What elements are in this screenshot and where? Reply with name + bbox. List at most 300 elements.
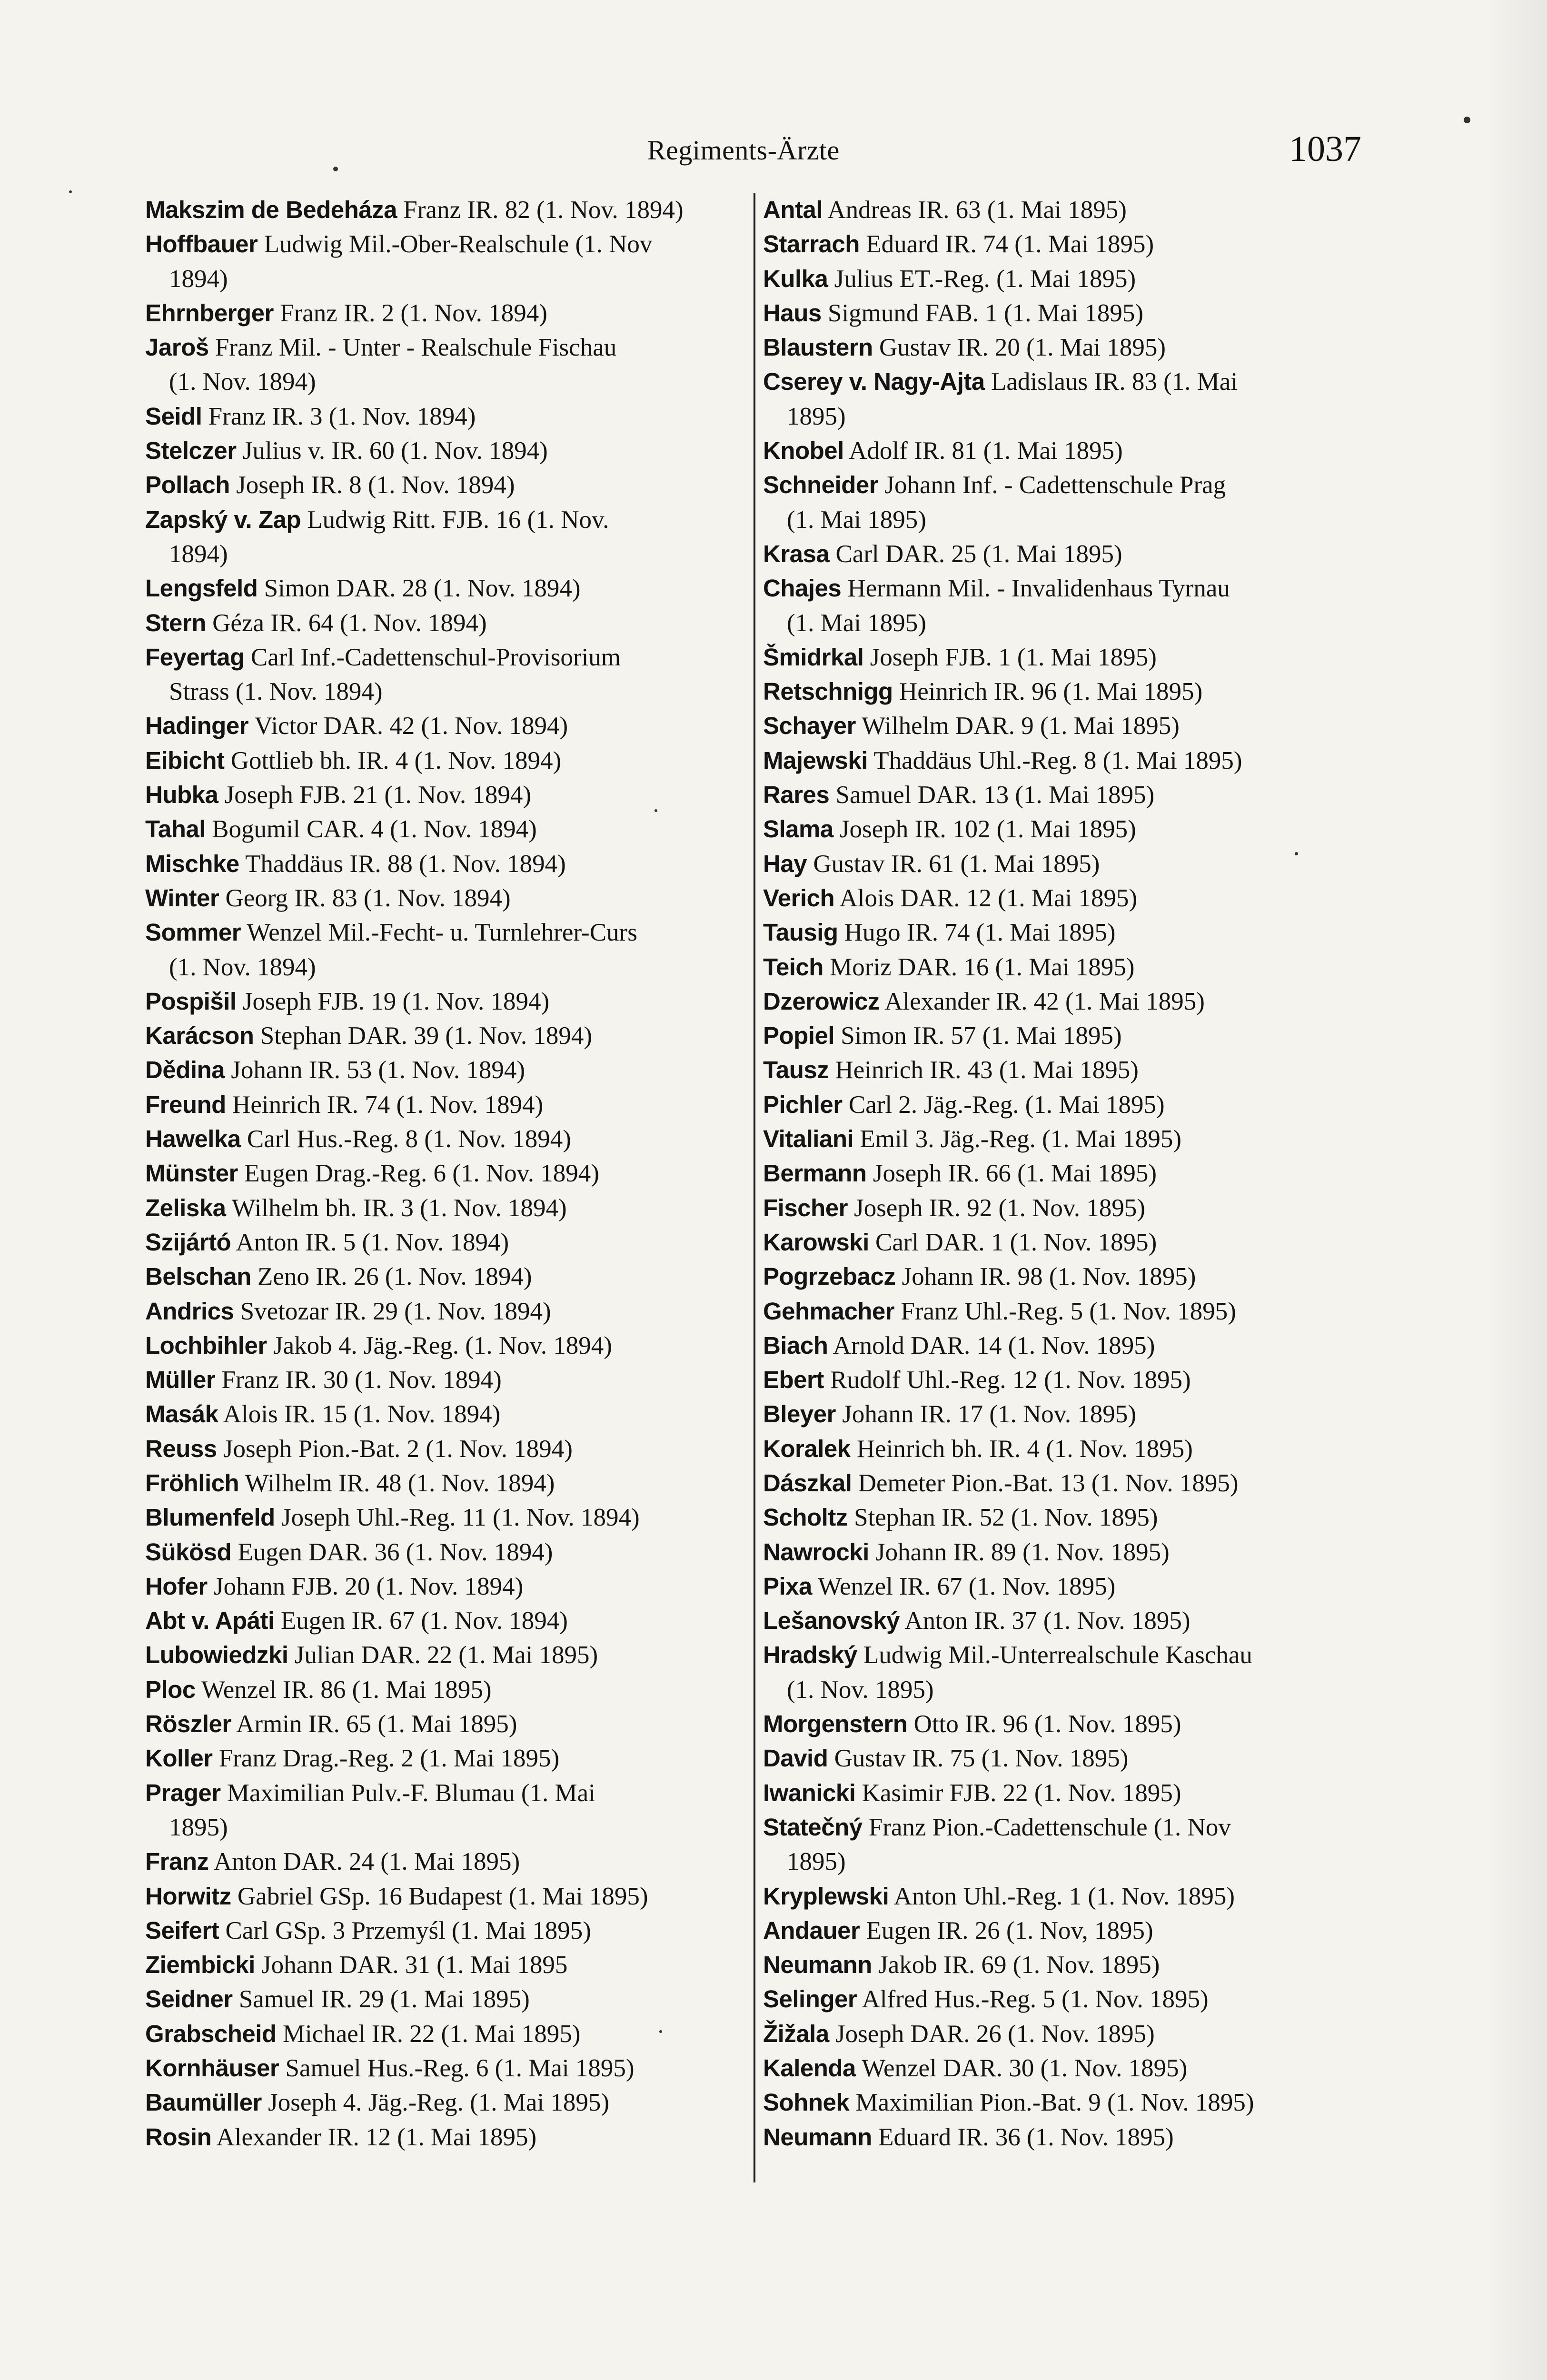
- directory-entry: [763, 2085, 1367, 2120]
- directory-entry: [145, 330, 743, 399]
- entry-continuation: (1. Mai 1895): [787, 506, 926, 534]
- scan-speck: [333, 167, 338, 171]
- directory-entry: [145, 2051, 743, 2085]
- entry-surname: Antal: [763, 196, 823, 223]
- entry-surname: Horwitz: [145, 1882, 231, 1910]
- directory-entry: [763, 1914, 1367, 1948]
- entry-surname: Sükösd: [145, 1538, 232, 1566]
- directory-entry: [763, 709, 1367, 743]
- entry-surname: Blumenfeld: [145, 1504, 275, 1531]
- entry-surname: Fröhlich: [145, 1469, 239, 1497]
- directory-entry: [145, 503, 743, 572]
- entry-surname: Krasa: [763, 540, 830, 567]
- entry-details: Bogumil CAR. 4 (1. Nov. 1894): [212, 815, 537, 843]
- entry-surname: Röszler: [145, 1710, 231, 1738]
- entry-surname: Freund: [145, 1091, 226, 1118]
- entry-surname: Rosin: [145, 2123, 212, 2151]
- entry-details: Joseph IR. 8 (1. Nov. 1894): [236, 471, 515, 499]
- entry-details: Carl DAR. 1 (1. Nov. 1895): [875, 1228, 1157, 1256]
- entry-surname: Seidner: [145, 1985, 233, 2013]
- entry-details: Franz Uhl.-Reg. 5 (1. Nov. 1895): [901, 1297, 1236, 1325]
- directory-entry: [145, 1259, 743, 1294]
- entry-surname: Dzerowicz: [763, 987, 880, 1015]
- entry-details: Kasimir FJB. 22 (1. Nov. 1895): [862, 1779, 1181, 1807]
- entry-details: Joseph FJB. 19 (1. Nov. 1894): [242, 987, 550, 1015]
- directory-entry: [145, 2120, 743, 2154]
- directory-entry: [145, 1707, 743, 1741]
- entry-surname: Jaroš: [145, 334, 209, 361]
- right-column: [763, 193, 1367, 2154]
- entry-surname: Tausz: [763, 1056, 829, 1084]
- directory-entry: [763, 434, 1367, 468]
- entry-surname: Pospišil: [145, 987, 237, 1015]
- entry-surname: Koralek: [763, 1435, 851, 1462]
- page-number: 1037: [1289, 129, 1361, 169]
- directory-entry: [763, 984, 1367, 1019]
- entry-surname: Kalenda: [763, 2054, 856, 2082]
- entry-details: Anton IR. 5 (1. Nov. 1894): [236, 1228, 509, 1256]
- directory-entry: [763, 193, 1367, 227]
- entry-details: Carl DAR. 25 (1. Mai 1895): [835, 540, 1122, 568]
- entry-details: Anton IR. 37 (1. Nov. 1895): [904, 1607, 1190, 1635]
- entry-details: Gustav IR. 20 (1. Mai 1895): [879, 334, 1166, 362]
- entry-details: Joseph DAR. 26 (1. Nov. 1895): [835, 2020, 1155, 2048]
- directory-entry: [763, 1397, 1367, 1431]
- entry-surname: Hoffbauer: [145, 230, 258, 258]
- entry-details: Gustav IR. 61 (1. Mai 1895): [813, 850, 1100, 878]
- entry-surname: Stelczer: [145, 437, 237, 465]
- entry-surname: Hofer: [145, 1572, 208, 1600]
- entry-details: Johann IR. 89 (1. Nov. 1895): [875, 1538, 1170, 1566]
- directory-entry: [763, 1191, 1367, 1225]
- entry-surname: Majewski: [763, 746, 868, 774]
- entry-details: Stephan DAR. 39 (1. Nov. 1894): [260, 1022, 592, 1050]
- directory-entry: [145, 1122, 743, 1156]
- entry-details: Franz IR. 2 (1. Nov. 1894): [280, 299, 547, 327]
- entry-surname: Pollach: [145, 471, 230, 499]
- entry-details: Wenzel Mil.-Fecht- u. Turnlehrer-Curs: [247, 919, 637, 947]
- entry-surname: Karácson: [145, 1022, 254, 1050]
- directory-entry: [763, 1776, 1367, 1810]
- entry-surname: Müller: [145, 1366, 216, 1394]
- directory-entry: [145, 984, 743, 1019]
- entry-details: Ludwig Mil.-Unterrealschule Kaschau: [863, 1641, 1252, 1669]
- entry-details: Demeter Pion.-Bat. 13 (1. Nov. 1895): [858, 1469, 1239, 1497]
- directory-entry: [763, 571, 1367, 640]
- entry-details: Samuel Hus.-Reg. 6 (1. Mai 1895): [285, 2054, 635, 2082]
- directory-entry: [145, 606, 743, 640]
- entry-continuation: (1. Nov. 1895): [787, 1676, 934, 1704]
- page-header-title: Regiments-Ärzte: [647, 135, 840, 166]
- entry-details: Victor DAR. 42 (1. Nov. 1894): [254, 712, 568, 740]
- entry-surname: Eibicht: [145, 746, 225, 774]
- entry-surname: Iwanicki: [763, 1779, 856, 1806]
- entry-surname: Pixa: [763, 1572, 812, 1600]
- entry-surname: Zeliska: [145, 1194, 226, 1221]
- entry-details: Alexander IR. 42 (1. Mai 1895): [884, 987, 1205, 1015]
- entry-details: Wilhelm IR. 48 (1. Nov. 1894): [245, 1469, 555, 1497]
- scan-speck: [1295, 852, 1298, 855]
- entry-continuation: (1. Nov. 1894): [169, 953, 316, 981]
- entry-details: Maximilian Pion.-Bat. 9 (1. Nov. 1895): [855, 2089, 1254, 2117]
- entry-surname: Lubowiedzki: [145, 1641, 288, 1669]
- directory-entry: [763, 1259, 1367, 1294]
- entry-details: Franz Mil. - Unter - Realschule Fischau: [215, 334, 617, 362]
- entry-details: Moriz DAR. 16 (1. Mai 1895): [830, 953, 1135, 981]
- entry-surname: Schneider: [763, 471, 879, 499]
- directory-entry: [763, 950, 1367, 984]
- entry-details: Alfred Hus.-Reg. 5 (1. Nov. 1895): [862, 1985, 1209, 2013]
- directory-entry: [145, 1466, 743, 1500]
- entry-surname: Sohnek: [763, 2089, 850, 2116]
- directory-entry: [763, 1122, 1367, 1156]
- entry-surname: Ehrnberger: [145, 299, 274, 327]
- entry-surname: Makszim de Bedeháza: [145, 196, 397, 223]
- entry-details: Heinrich bh. IR. 4 (1. Nov. 1895): [856, 1435, 1193, 1463]
- entry-surname: Biach: [763, 1331, 828, 1359]
- directory-entry: [763, 1810, 1367, 1879]
- entry-details: Maximilian Pulv.-F. Blumau (1. Mai: [227, 1779, 595, 1807]
- entry-surname: Selinger: [763, 1985, 857, 2013]
- entry-details: Carl Hus.-Reg. 8 (1. Nov. 1894): [247, 1125, 571, 1153]
- directory-entry: [763, 296, 1367, 330]
- directory-entry: [145, 2085, 743, 2120]
- directory-entry: [145, 881, 743, 915]
- scan-speck: [659, 2030, 662, 2033]
- directory-entry: [145, 915, 743, 984]
- column-divider: [754, 193, 755, 2182]
- entry-details: Joseph Pion.-Bat. 2 (1. Nov. 1894): [223, 1435, 573, 1463]
- entry-details: Wenzel DAR. 30 (1. Nov. 1895): [862, 2054, 1188, 2082]
- directory-entry: [145, 227, 743, 296]
- directory-entry: [145, 1053, 743, 1087]
- entry-surname: Dědina: [145, 1056, 225, 1084]
- directory-entry: [763, 1741, 1367, 1775]
- entry-details: Thaddäus Uhl.-Reg. 8 (1. Mai 1895): [873, 746, 1242, 774]
- entry-details: Wenzel IR. 86 (1. Mai 1895): [201, 1676, 492, 1704]
- entry-details: Wilhelm bh. IR. 3 (1. Nov. 1894): [231, 1194, 567, 1222]
- entry-surname: Rares: [763, 781, 830, 809]
- entry-surname: Nawrocki: [763, 1538, 869, 1566]
- entry-surname: Pichler: [763, 1091, 843, 1118]
- directory-entry: [145, 1500, 743, 1535]
- entry-surname: Statečný: [763, 1813, 863, 1841]
- directory-entry: [763, 1019, 1367, 1053]
- directory-entry: [145, 193, 743, 227]
- entry-surname: Kornhäuser: [145, 2054, 279, 2082]
- entry-details: Julius v. IR. 60 (1. Nov. 1894): [242, 437, 548, 465]
- entry-details: Gottlieb bh. IR. 4 (1. Nov. 1894): [230, 746, 562, 774]
- entry-surname: Haus: [763, 299, 822, 327]
- entry-details: Julius ET.-Reg. (1. Mai 1895): [834, 265, 1136, 293]
- directory-entry: [763, 1500, 1367, 1535]
- entry-surname: Teich: [763, 953, 823, 981]
- entry-surname: Hubka: [145, 781, 218, 809]
- entry-surname: Cserey v. Nagy-Ajta: [763, 368, 985, 396]
- scan-edge-shading: [1485, 0, 1547, 2380]
- entry-surname: Šmidrkal: [763, 643, 864, 671]
- entry-details: Anton DAR. 24 (1. Mai 1895): [213, 1848, 520, 1876]
- entry-details: Joseph IR. 66 (1. Mai 1895): [873, 1160, 1157, 1188]
- entry-surname: Belschan: [145, 1263, 251, 1290]
- entry-details: Carl GSp. 3 Przemyśl (1. Mai 1895): [225, 1916, 591, 1944]
- entry-details: Johann FJB. 20 (1. Nov. 1894): [213, 1572, 524, 1600]
- entry-details: Joseph IR. 102 (1. Mai 1895): [840, 815, 1136, 843]
- directory-entry: [145, 744, 743, 778]
- entry-details: Stephan IR. 52 (1. Nov. 1895): [854, 1504, 1158, 1532]
- directory-entry: [145, 1844, 743, 1879]
- entry-surname: Hay: [763, 850, 807, 877]
- entry-details: Heinrich IR. 43 (1. Mai 1895): [835, 1056, 1139, 1084]
- directory-entry: [763, 227, 1367, 261]
- entry-details: Franz IR. 30 (1. Nov. 1894): [221, 1366, 502, 1394]
- entry-details: Svetozar IR. 29 (1. Nov. 1894): [240, 1297, 551, 1325]
- entry-continuation: (1. Mai 1895): [787, 609, 926, 637]
- entry-details: Samuel DAR. 13 (1. Mai 1895): [835, 781, 1155, 809]
- directory-entry: [145, 399, 743, 434]
- entry-details: Wilhelm DAR. 9 (1. Mai 1895): [862, 712, 1180, 740]
- entry-details: Zeno IR. 26 (1. Nov. 1894): [258, 1263, 532, 1291]
- entry-details: Alois DAR. 12 (1. Mai 1895): [839, 884, 1138, 912]
- directory-entry: [145, 1673, 743, 1707]
- entry-details: Simon DAR. 28 (1. Nov. 1894): [264, 575, 581, 603]
- directory-entry: [145, 1535, 743, 1569]
- entry-surname: Vitaliani: [763, 1125, 854, 1153]
- directory-entry: [763, 537, 1367, 571]
- directory-entry: [763, 2120, 1367, 2154]
- entry-details: Eduard IR. 36 (1. Nov. 1895): [878, 2123, 1174, 2151]
- entry-details: Carl 2. Jäg.-Reg. (1. Mai 1895): [848, 1091, 1165, 1119]
- directory-entry: [763, 1363, 1367, 1397]
- entry-details: Johann IR. 17 (1. Nov. 1895): [842, 1400, 1136, 1428]
- directory-entry: [763, 1707, 1367, 1741]
- entry-details: Gabriel GSp. 16 Budapest (1. Mai 1895): [237, 1882, 648, 1910]
- entry-continuation: (1. Nov. 1894): [169, 368, 316, 396]
- directory-entry: [763, 778, 1367, 812]
- directory-entry: [145, 1569, 743, 1604]
- entry-surname: Tausig: [763, 919, 838, 946]
- entry-surname: Stern: [145, 609, 206, 636]
- entry-details: Eugen Drag.-Reg. 6 (1. Nov. 1894): [244, 1160, 599, 1188]
- entry-details: Armin IR. 65 (1. Mai 1895): [236, 1710, 517, 1738]
- directory-entry: [145, 1914, 743, 1948]
- entry-details: Joseph FJB. 1 (1. Mai 1895): [870, 643, 1157, 671]
- directory-entry: [763, 1329, 1367, 1363]
- directory-entry: [763, 2017, 1367, 2051]
- directory-entry: [145, 709, 743, 743]
- entry-details: Samuel IR. 29 (1. Mai 1895): [238, 1985, 530, 2013]
- entry-surname: Hadinger: [145, 712, 249, 740]
- entry-surname: Lešanovský: [763, 1607, 900, 1635]
- entry-surname: Abt v. Apáti: [145, 1607, 275, 1635]
- entry-surname: Knobel: [763, 437, 844, 465]
- entry-details: Hugo IR. 74 (1. Mai 1895): [844, 919, 1116, 947]
- entry-surname: Masák: [145, 1400, 218, 1428]
- entry-continuation: 1894): [169, 265, 228, 293]
- entry-continuation: Strass (1. Nov. 1894): [169, 678, 383, 706]
- directory-entry: [145, 1088, 743, 1122]
- entry-surname: Feyertag: [145, 643, 245, 671]
- entry-details: Hermann Mil. - Invalidenhaus Tyrnau: [847, 575, 1230, 603]
- entry-surname: Bleyer: [763, 1400, 836, 1428]
- entry-surname: Scholtz: [763, 1504, 848, 1531]
- entry-surname: Szijártó: [145, 1228, 231, 1256]
- entry-continuation: 1895): [787, 1848, 846, 1876]
- directory-entry: [145, 1741, 743, 1775]
- entry-surname: Baumüller: [145, 2089, 262, 2116]
- entry-details: Jakob 4. Jäg.-Reg. (1. Nov. 1894): [273, 1331, 612, 1359]
- directory-entry: [145, 1879, 743, 1914]
- directory-entry: [763, 365, 1367, 434]
- entry-surname: Pogrzebacz: [763, 1263, 896, 1290]
- directory-entry: [763, 1982, 1367, 2016]
- directory-entry: [763, 1604, 1367, 1638]
- directory-entry: [145, 1397, 743, 1431]
- directory-entry: [145, 468, 743, 502]
- entry-details: Franz IR. 82 (1. Nov. 1894): [403, 196, 684, 224]
- entry-surname: Ploc: [145, 1676, 196, 1703]
- entry-surname: Koller: [145, 1745, 213, 1772]
- entry-surname: Verich: [763, 884, 835, 912]
- entry-surname: Mischke: [145, 850, 239, 877]
- directory-entry: [145, 571, 743, 605]
- entry-details: Joseph Uhl.-Reg. 11 (1. Nov. 1894): [281, 1504, 640, 1532]
- directory-entry: [763, 1535, 1367, 1569]
- entry-continuation: 1895): [169, 1813, 228, 1841]
- entry-details: Johann IR. 53 (1. Nov. 1894): [231, 1056, 526, 1084]
- directory-entry: [145, 1432, 743, 1466]
- entry-details: Franz IR. 3 (1. Nov. 1894): [208, 402, 476, 430]
- entry-details: Rudolf Uhl.-Reg. 12 (1. Nov. 1895): [830, 1366, 1191, 1394]
- directory-entry: [763, 881, 1367, 915]
- entry-details: Jakob IR. 69 (1. Nov. 1895): [878, 1951, 1160, 1979]
- entry-surname: Lengsfeld: [145, 575, 258, 602]
- entry-details: Wenzel IR. 67 (1. Nov. 1895): [818, 1572, 1116, 1600]
- entry-details: Gustav IR. 75 (1. Nov. 1895): [834, 1745, 1129, 1773]
- scan-speck: [69, 190, 72, 193]
- entry-surname: Schayer: [763, 712, 856, 740]
- directory-entry: [145, 1019, 743, 1053]
- directory-entry: [763, 262, 1367, 296]
- directory-entry: [145, 1191, 743, 1225]
- entry-surname: Popiel: [763, 1022, 835, 1050]
- entry-surname: Sommer: [145, 919, 241, 946]
- entry-continuation: 1894): [169, 540, 228, 568]
- directory-entry: [763, 1638, 1367, 1707]
- entry-details: Emil 3. Jäg.-Reg. (1. Mai 1895): [860, 1125, 1182, 1153]
- entry-surname: Bermann: [763, 1160, 867, 1187]
- directory-entry: [145, 640, 743, 709]
- directory-entry: [145, 2017, 743, 2051]
- entry-surname: Neumann: [763, 2123, 872, 2151]
- directory-entry: [763, 2051, 1367, 2085]
- directory-entry: [763, 1156, 1367, 1190]
- directory-entry: [763, 1432, 1367, 1466]
- entry-details: Otto IR. 96 (1. Nov. 1895): [913, 1710, 1181, 1738]
- directory-entry: [763, 1088, 1367, 1122]
- directory-entry: [763, 1948, 1367, 1982]
- entry-surname: Ziembicki: [145, 1951, 255, 1979]
- entry-details: Johann Inf. - Cadettenschule Prag: [884, 471, 1226, 499]
- entry-surname: Retschnigg: [763, 678, 893, 705]
- entry-surname: Chajes: [763, 575, 842, 602]
- entry-details: Eduard IR. 74 (1. Mai 1895): [866, 230, 1154, 258]
- directory-entry: [145, 812, 743, 846]
- entry-surname: Hradský: [763, 1641, 857, 1669]
- entry-surname: Gehmacher: [763, 1297, 895, 1325]
- entry-surname: Tahal: [145, 815, 206, 843]
- directory-entry: [763, 1569, 1367, 1604]
- entry-surname: Reuss: [145, 1435, 217, 1462]
- entry-details: Georg IR. 83 (1. Nov. 1894): [225, 884, 511, 912]
- directory-entry: [145, 847, 743, 881]
- directory-entry: [145, 1329, 743, 1363]
- directory-entry: [145, 1294, 743, 1329]
- directory-entry: [145, 1225, 743, 1259]
- scan-speck: [654, 809, 657, 812]
- entry-continuation: 1895): [787, 402, 846, 430]
- entry-surname: Fischer: [763, 1194, 848, 1221]
- entry-surname: Winter: [145, 884, 219, 912]
- entry-details: Eugen IR. 67 (1. Nov. 1894): [280, 1607, 568, 1635]
- entry-surname: Slama: [763, 815, 833, 843]
- entry-details: Michael IR. 22 (1. Mai 1895): [282, 2020, 581, 2048]
- entry-details: Joseph FJB. 21 (1. Nov. 1894): [224, 781, 531, 809]
- directory-entry: [763, 847, 1367, 881]
- entry-surname: Andauer: [763, 1916, 860, 1944]
- entry-surname: Münster: [145, 1160, 238, 1187]
- entry-details: Adolf IR. 81 (1. Mai 1895): [849, 437, 1123, 465]
- entry-surname: Starrach: [763, 230, 860, 258]
- entry-details: Alexander IR. 12 (1. Mai 1895): [216, 2123, 537, 2151]
- entry-details: Simon IR. 57 (1. Mai 1895): [841, 1022, 1122, 1050]
- directory-entry: [145, 296, 743, 330]
- left-column: [145, 193, 743, 2154]
- entry-surname: Ebert: [763, 1366, 824, 1394]
- directory-entry: [145, 1363, 743, 1397]
- entry-surname: Neumann: [763, 1951, 872, 1979]
- entry-details: Ludwig Ritt. FJB. 16 (1. Nov.: [307, 506, 609, 534]
- entry-details: Sigmund FAB. 1 (1. Mai 1895): [827, 299, 1143, 327]
- entry-details: Franz Pion.-Cadettenschule (1. Nov: [868, 1813, 1231, 1841]
- entry-details: Anton Uhl.-Reg. 1 (1. Nov. 1895): [893, 1882, 1235, 1910]
- directory-entry: [763, 812, 1367, 846]
- entry-surname: Hawelka: [145, 1125, 241, 1153]
- directory-entry: [145, 1776, 743, 1845]
- directory-entry: [763, 1879, 1367, 1914]
- entry-surname: Blaustern: [763, 334, 873, 361]
- entry-surname: Seidl: [145, 402, 202, 430]
- entry-details: Alois IR. 15 (1. Nov. 1894): [223, 1400, 501, 1428]
- directory-entry: [763, 1053, 1367, 1087]
- scan-speck: [1464, 117, 1470, 123]
- entry-surname: Franz: [145, 1848, 209, 1875]
- directory-entry: [763, 330, 1367, 365]
- entry-details: Joseph 4. Jäg.-Reg. (1. Mai 1895): [268, 2089, 610, 2117]
- directory-entry: [763, 674, 1367, 709]
- directory-entry: [145, 1638, 743, 1672]
- directory-entry: [763, 640, 1367, 674]
- entry-details: Heinrich IR. 74 (1. Nov. 1894): [232, 1091, 544, 1119]
- entry-surname: David: [763, 1745, 828, 1772]
- entry-surname: Žižala: [763, 2020, 829, 2047]
- directory-entry: [763, 1466, 1367, 1500]
- entry-surname: Grabscheid: [145, 2020, 277, 2047]
- directory-entry: [763, 915, 1367, 950]
- entry-details: Géza IR. 64 (1. Nov. 1894): [212, 609, 487, 637]
- directory-entry: [145, 1982, 743, 2016]
- directory-entry: [145, 1156, 743, 1190]
